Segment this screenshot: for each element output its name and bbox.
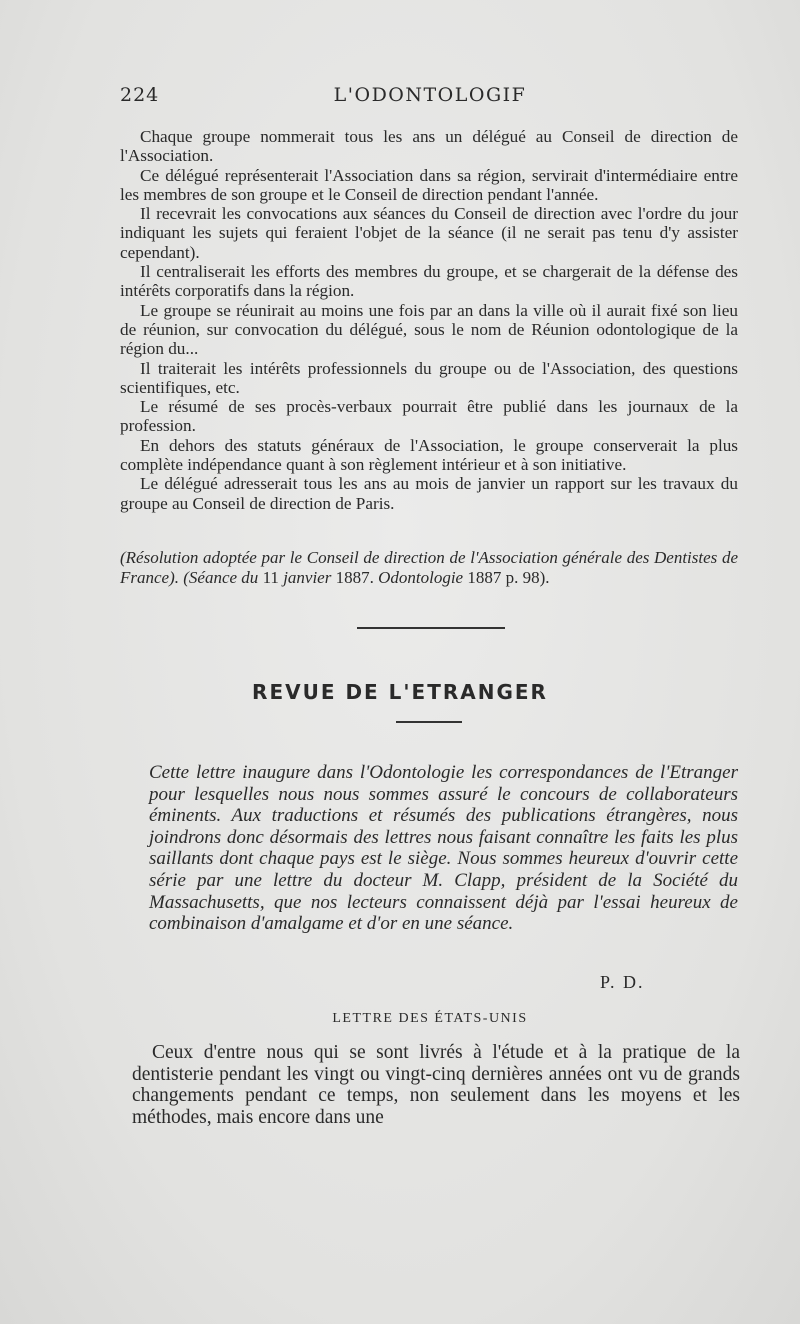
- letter-subheading: LETTRE DES ÉTATS-UNIS: [332, 1011, 528, 1026]
- paragraph: Ce délégué représenterait l'Association dans sa région, servirait d'intermédiaire entre les membres de son groupe et le Conseil de direction pendant l'année.: [120, 165, 738, 204]
- resolution-citation: [120, 548, 738, 587]
- section-title: REVUE DE L'ETRANGER: [252, 680, 548, 704]
- section-underline: [396, 721, 462, 723]
- resolution-day: 11: [262, 567, 279, 587]
- intro-text: Cette lettre inaugure dans l'Odontologie les correspondances de l'Etranger pour lesquelles nous nous sommes assuré le concours de collaborateurs éminents. Aux traductions et résumés des publications étrangères, nous joindrons donc désormais des lettres nous faisant connaître les faits les plus saillants dont chaque pays est le siège. Nous sommes heureux d'ouvrir cette série par une lettre du docteur M. Clapp, président de la Société du Massachusetts, que nos lecteurs connaissent déjà par l'essai heureux de combinaison d'amalgame et d'or en une séance.: [149, 762, 738, 935]
- resolution-year: 1887.: [335, 567, 374, 587]
- paragraph: Il centraliserait les efforts des membres du groupe, et se chargerait de la défense des intérêts corporatifs dans la région.: [120, 262, 738, 301]
- letter-body: [132, 1042, 740, 1128]
- page-number: 224: [120, 84, 160, 106]
- paragraph: En dehors des statuts généraux de l'Association, le groupe conserverait la plus complète indépendance quant à son règlement intérieur et à son initiative.: [120, 435, 738, 475]
- letter-paragraph: Ceux d'entre nous qui se sont livrés à l'étude et à la pratique de la dentisterie pendant les vingt ou vingt-cinq dernières années ont vu de grands changements pendant ce temps, non seulement dans les moyens et les méthodes, mais encore dans une: [132, 1042, 740, 1128]
- page-header: [120, 84, 740, 114]
- running-title: L'ODONTOLOGIF: [333, 84, 527, 106]
- paragraph: Il traiterait les intérêts professionnels du groupe ou de l'Association, des questions scientifiques, etc.: [120, 358, 738, 397]
- separator-rule: [357, 627, 505, 629]
- paragraph: Chaque groupe nommerait tous les ans un délégué au Conseil de direction de l'Association.: [120, 127, 738, 166]
- intro-signature: P. D.: [600, 972, 645, 992]
- paragraph: Il recevrait les convocations aux séances du Conseil de direction avec l'ordre du jour indiquant les sujets qui feraient l'objet de la séance (il ne serait pas tenu d'y assister cependant).: [120, 204, 738, 262]
- body-text: [120, 127, 738, 513]
- resolution-reference: 1887 p. 98).: [467, 567, 550, 587]
- paragraph: Le résumé de ses procès-verbaux pourrait être publié dans les journaux de la profession.: [120, 397, 738, 436]
- editor-introduction: [130, 762, 738, 935]
- paragraph: Le groupe se réunirait au moins une fois par an dans la ville où il aurait fixé son lieu de réunion, sur convocation du délégué, sous le nom de Réunion odontologique de la région du...: [120, 300, 738, 359]
- resolution-month: janvier: [283, 567, 332, 587]
- resolution-journal: Odontologie: [378, 567, 464, 587]
- paragraph: Le délégué adresserait tous les ans au mois de janvier un rapport sur les travaux du groupe au Conseil de direction de Paris.: [120, 474, 738, 513]
- resolution-text: (Résolution adoptée par le Conseil de direction de l'Association générale des Dentistes de France). (Séance du: [120, 548, 738, 587]
